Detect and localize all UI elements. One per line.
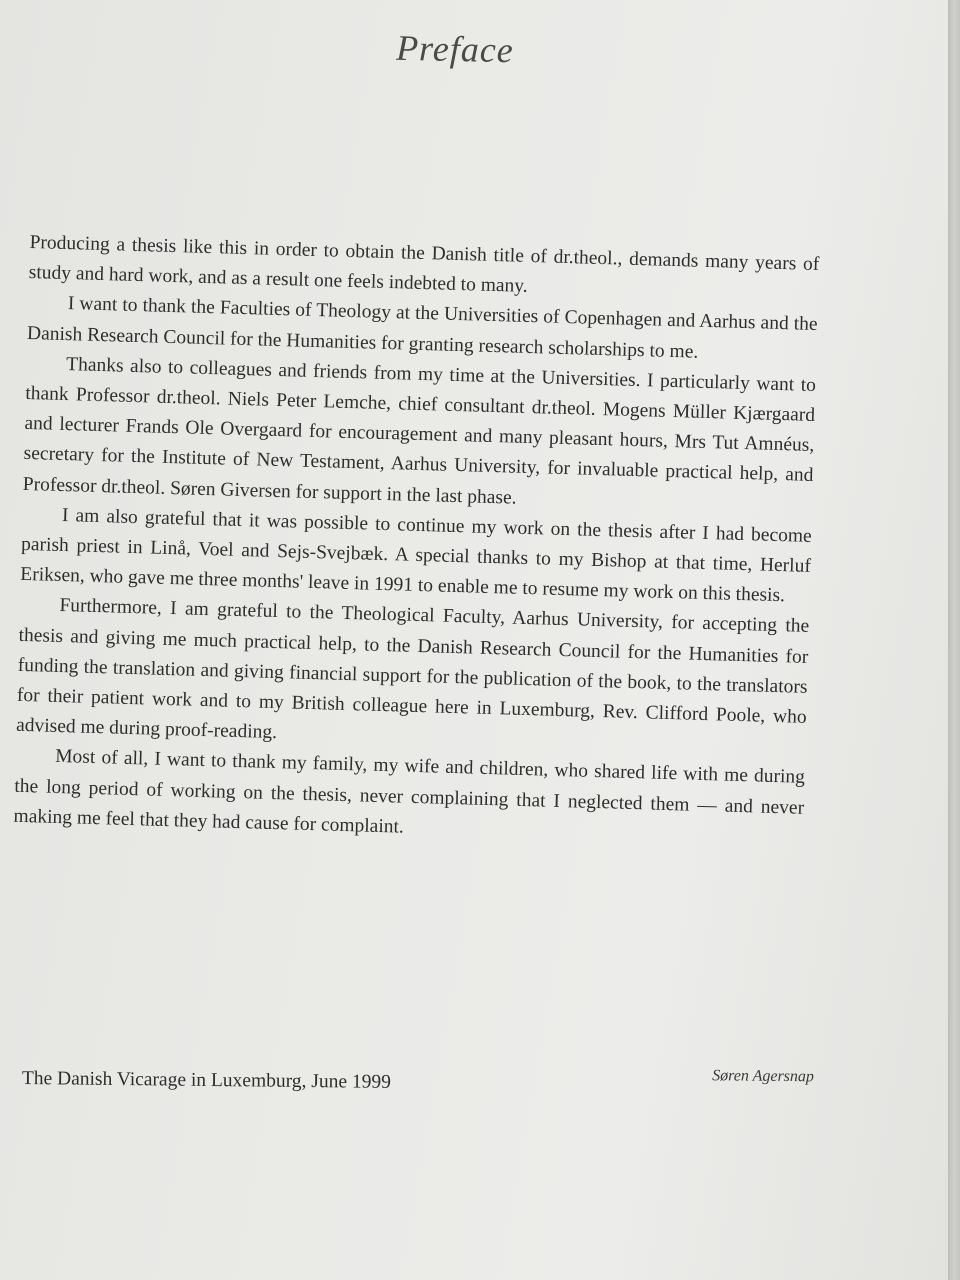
paragraph: I want to thank the Faculties of Theology at the Universities of Copenhagen and Aarhus and the Danish Research Council for the Humanities for granting research scholarships to me. [26, 293, 818, 363]
author-name: Søren Agersnap [712, 1067, 815, 1086]
preface-body [13, 228, 820, 854]
page-edge [948, 0, 960, 1280]
paragraph: Producing a thesis like this in order to obtain the Danish title of dr.theol., demands many years of study and hard work, and as a result one feels indebted to many. [28, 231, 820, 298]
paragraph: Furthermore, I am grateful to the Theological Faculty, Aarhus University, for accepting the thesis and giving me much practical help, to the Danish Research Council for the Humanities for funding the translation and giving financial support for the publication of the book, to the translators for their patient work and to my British colleague here in Luxemburg, Rev. Clifford Poole, who advised me during proof-reading. [15, 595, 810, 744]
place-date: The Danish Vicarage in Luxemburg, June 1999 [21, 1068, 392, 1093]
paragraph: I am also grateful that it was possible to continue my work on the thesis after I had become parish priest in Linå, Voel and Sejs-Svejbæk. A special thanks to my Bishop at that time, Herluf Eriksen, who gave me three months' leave in 1991 to enable me to resume my work on this thesis. [20, 504, 812, 607]
page-title: Preface [395, 27, 515, 71]
paragraph: Thanks also to colleagues and friends from my time at the Universities. I particularly want to thank Professor dr.theol. Niels Peter Lemche, chief consultant dr.theol. Mogens Müller Kjærgaard and lecturer Frands Ole Overgaard for encouragement and many pleasant hours, Mrs Tut Amnéus, secretary for the Institute of New Testament, Aarhus University, for invaluable practical help, and Professor dr.theol. Søren Giversen for support in the last phase. [22, 353, 817, 509]
paragraph: Most of all, I want to thank my family, my wife and children, who shared life with me during the long period of working on the thesis, never complaining that I neglected them — and never making me feel that they had cause for complaint. [13, 746, 806, 838]
